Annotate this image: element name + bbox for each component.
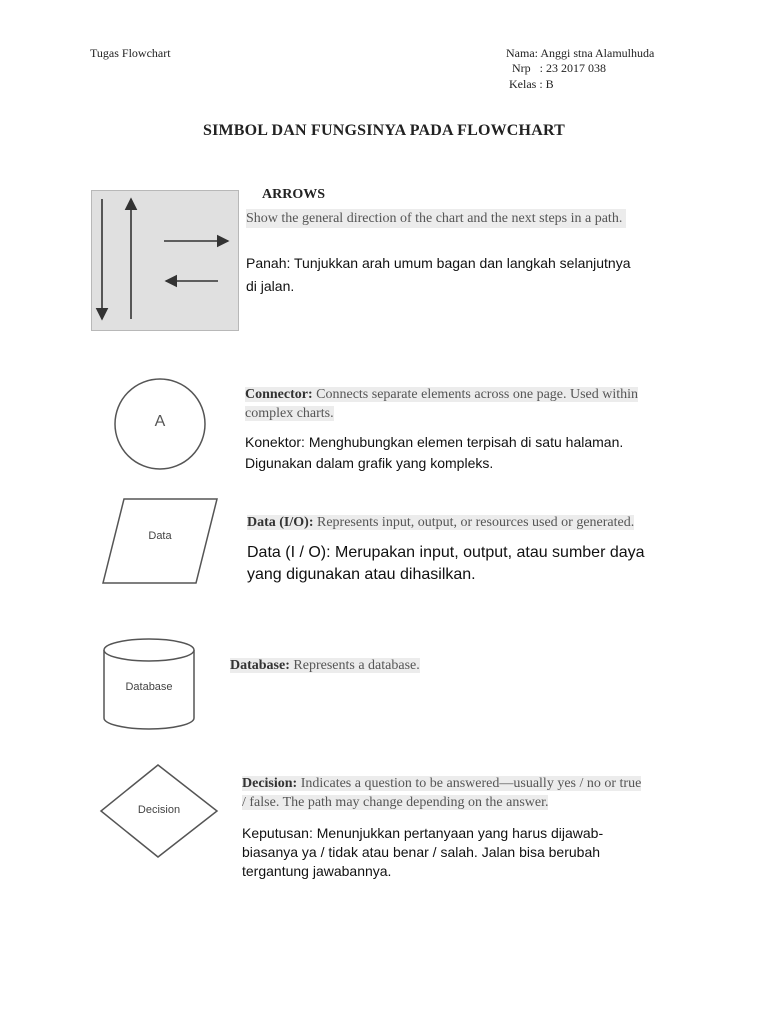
decision-indonesian-line3: tergantung jawabannya. — [242, 863, 392, 879]
decision-english — [242, 774, 641, 812]
arrows-symbol — [91, 190, 239, 331]
decision-indonesian-line2: biasanya ya / tidak atau benar / salah. Jalan bisa berubah — [242, 844, 601, 860]
header-nrp: Nrp : 23 2017 038 — [512, 61, 606, 75]
decision-symbol-label: Decision — [137, 804, 181, 816]
decision-english-line2: / false. The path may change depending on the answer. — [242, 795, 549, 810]
data-io-indonesian-line2: yang digunakan atau dihasilkan. — [247, 566, 476, 583]
connector-indonesian-line2: Digunakan dalam grafik yang kompleks. — [245, 455, 494, 471]
connector-term: Connector: — [245, 387, 313, 402]
decision-indonesian-line1: Keputusan: Menunjukkan pertanyaan yang harus dijawab- — [242, 825, 604, 841]
arrows-indonesian-line2: di jalan. — [246, 278, 295, 294]
database-english-text: Represents a database. — [289, 658, 420, 673]
data-io-term: Data (I/O): — [247, 515, 314, 530]
decision-term: Decision: — [242, 776, 298, 791]
header-kelas: Kelas : B — [509, 77, 554, 91]
connector-indonesian-line1: Konektor: Menghubungkan elemen terpisah di satu halaman. — [245, 434, 624, 450]
connector-english-line2: complex charts. — [245, 406, 334, 421]
arrows-icon — [92, 191, 238, 330]
header-left: Tugas Flowchart — [90, 46, 171, 60]
page-title: SIMBOL DAN FUNGSINYA PADA FLOWCHART — [202, 122, 566, 139]
database-symbol-label: Database — [125, 681, 173, 693]
connector-english — [245, 385, 638, 423]
decision-english-line1: Indicates a question to be answered—usually yes / no or true — [297, 776, 642, 791]
arrows-english: Show the general direction of the chart and the next steps in a path. — [246, 209, 626, 228]
data-io-symbol-label: Data — [148, 530, 172, 542]
connector-symbol-label: A — [154, 413, 166, 430]
data-io-indonesian-line1: Data (I / O): Merupakan input, output, atau sumber daya — [247, 544, 645, 561]
data-io-english — [247, 513, 634, 532]
header-name: Nama: Anggi stna Alamulhuda — [506, 46, 655, 60]
data-io-english-text: Represents input, output, or resources used or generated. — [313, 515, 635, 530]
database-term: Database: — [230, 658, 290, 673]
arrows-indonesian-line1: Panah: Tunjukkan arah umum bagan dan langkah selanjutnya — [246, 255, 631, 271]
connector-english-line1: Connects separate elements across one page. Used within — [312, 387, 639, 402]
database-english — [230, 656, 420, 675]
arrows-heading: ARROWS — [262, 187, 326, 202]
